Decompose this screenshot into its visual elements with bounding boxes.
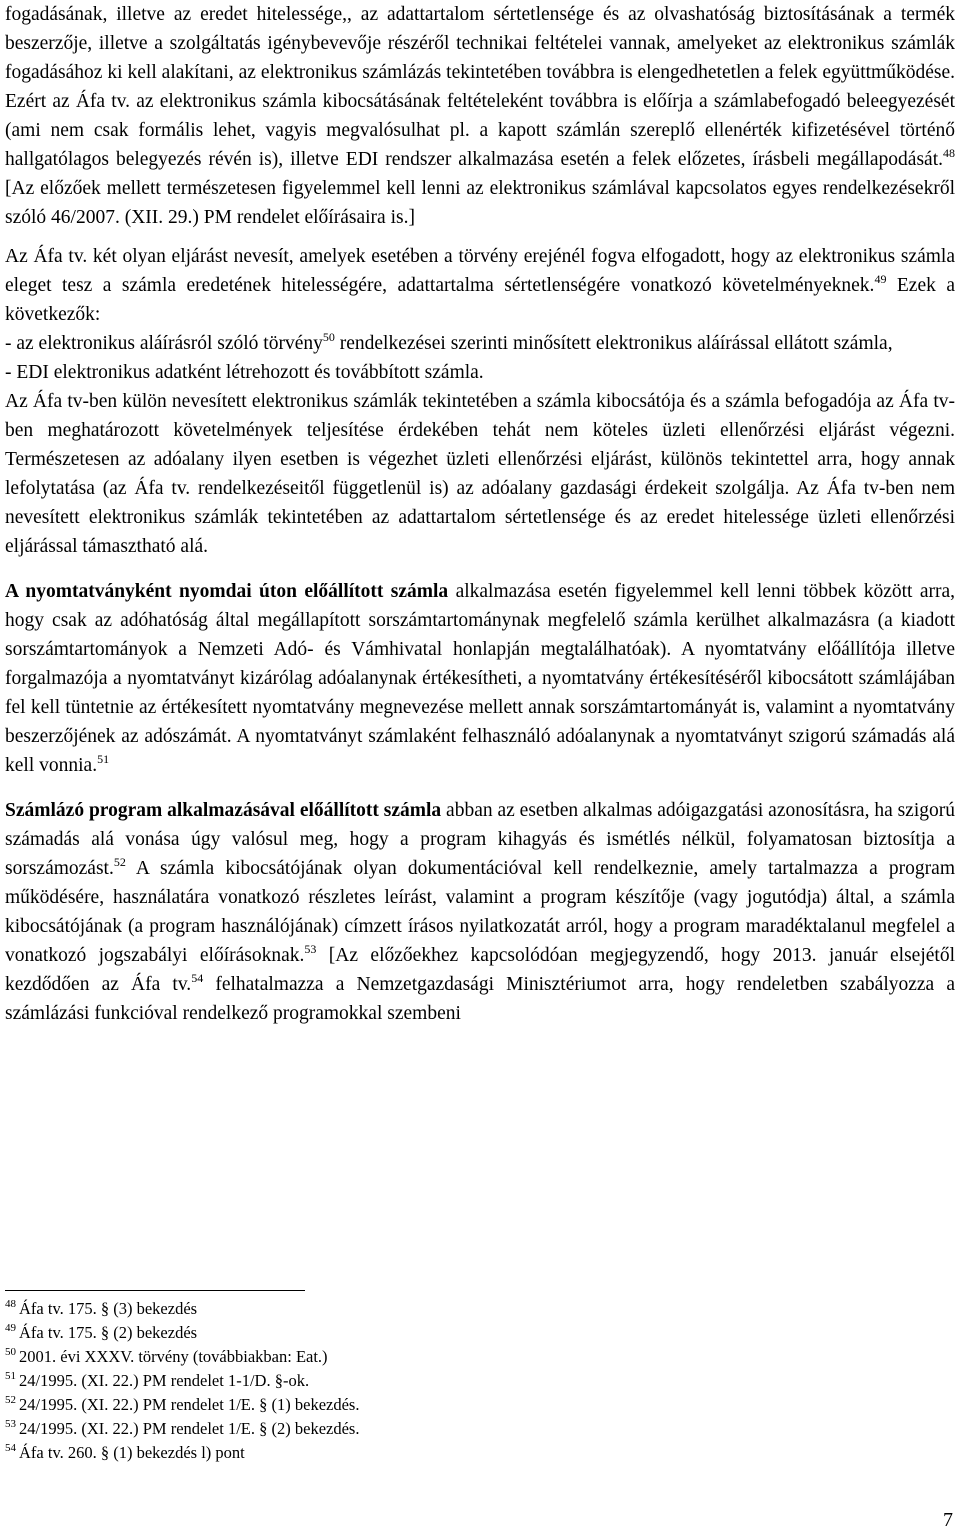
paragraph-printed-invoice: A nyomtatványként nyomdai úton előállított számla alkalmazása esetén figyelemmel kell lenni többek között arra, hogy csak az adóhatóság által megállapított sorszámtartománynak megfelelő számla kerülhet alkalmazásra (a kiadott sorszámtartományok a Nemzeti Adó- és Vámhivatal honlapján megtalálhatóak). A nyomtatvány előállítója illetve forgalmazója a nyomtatványt kizárólag adóalanynak értékesítheti, a nyomtatvány értékesítéséről kibocsátott számlájában fel kell tüntetnie az értékesített nyomtatvány megnevezése mellett annak sorszámtartományát is, valamint a nyomtatvány beszerzőjének az adószámát. A nyomtatványt számlaként felhasználó adóalanynak a nyomtatványt szigorú számadás alá kell vonnia.$^{51}$ xyxy=(5,581,956,776)
heading-software-invoice: Számlázó program alkalmazásával előállított számla xyxy=(5,800,442,821)
footnote-51: $^{51}$ 24/1995. (XI. 22.) PM rendelet 1-1/D. §-ok. xyxy=(5,1370,310,1390)
paragraph-edi-conditions: fogadásának, illetve az eredet hitelessége,, az adattartalom sértetlensége és az olvashatóság biztosításának a termék beszerzője, illetve a szolgáltatás igénybevevője részéről technikai feltételei vannak, amelyeket az elektronikus számlák fogadásához ki kell alakítani, az elektronikus számlázás tekintetében továbbra is elengedhetetlen a felek együttműködése. Ezért az Áfa tv. az elektronikus számla kibocsátásának feltételeként továbbra is előírja a számlabefogadó beleegyezését (ami nem csak formális lehet, vagyis megvalósulhat pl. a kapott számlán szereplő ellenérték kifizetésével történő hallgatólagos belegyezés révén is), illetve EDI rendszer alkalmazása esetén a felek előzetes, írásbeli megállapodását.$^{48}$ [Az előzőek mellett természetesen figyelemmel kell lenni az elektronikus számlával kapcsolatos egyes rendelkezésekről szóló 46/2007. (XII. 29.) PM rendelet előírásaira is.] xyxy=(5,4,955,228)
footnote-52: $^{52}$ 24/1995. (XI. 22.) PM rendelet 1/E. § (1) bekezdés. xyxy=(5,1394,360,1414)
paragraph-business-control: Az Áfa tv-ben külön nevesített elektronikus számlák tekintetében a számla kibocsátója és a számla befogadója az Áfa tv-ben meghatározott követelmények teljesítése érdekében tehát nem köteles üzleti ellenőrzési eljárást végezni. Természetesen az adóalany ilyen esetben is végezhet üzleti ellenőrzési eljárást, különös tekintettel arra, hogy annak lefolytatása (az Áfa tv. rendelkezéseitől függetlenül is) az adóalany gazdasági érdekeit szolgálja. Az Áfa tv-ben nem nevesített elektronikus számlák tekintetében az adattartalom sértetlensége és az eredet hitelessége üzleti ellenőrzési eljárással támasztható alá. xyxy=(5,391,955,557)
footnote-ref-51[interactable]: 51 xyxy=(97,752,110,766)
footnote-50: $^{50}$ 2001. évi XXXV. törvény (továbbiakban: Eat.) xyxy=(5,1346,328,1366)
footnote-ref-48[interactable]: 48 xyxy=(943,146,955,160)
footnote-49: $^{49}$ Áfa tv. 175. § (2) bekezdés xyxy=(5,1322,198,1342)
footnote-53: $^{53}$ 24/1995. (XI. 22.) PM rendelet 1/E. § (2) bekezdés. xyxy=(5,1418,360,1438)
footnote-ref-53[interactable]: 53 xyxy=(304,942,317,956)
paragraph-software-invoice: Számlázó program alkalmazásával előállított számla abban az esetben alkalmas adóigazgatási azonosításra, ha szigorú számadás alá vonása úgy valósul meg, hogy a program kihagyás és ismétlés nélkül, folyamatosan biztosítja a sorszámozást.$^{52}$ A számla kibocsátójának olyan dokumentációval kell rendelkeznie, amely tartalmazza a program működésére, használatára vonatkozó részletes leírást, valamint a program készítője (vagy jogutódja) által, a számla kibocsátójának (a program használójának) címzett írásos nyilatkozatát arról, hogy a program maradéktalanul megfelel a vonatkozó jogszabályi előírásoknak.$^{53}$ [Az előzőekhez kapcsolódóan megjegyzendő, hogy 2013. január elsejétől kezdődően az Áfa tv.$^{54}$ felhatalmazza a Nemzetgazdasági Minisztériumot arra, hogy rendeletben szabályozza a számlázási funkcióval rendelkező programokkal szembeni xyxy=(5,800,955,1024)
paragraph-named-procedures: Az Áfa tv. két olyan eljárást nevesít, amelyek esetében a törvény erejénél fogva elfogadott, hogy az elektronikus számla eleget tesz a számla eredetének hitelességére, adattartalma sértetlenségére vonatkozó követelményeknek.$^{49}$ Ezek a következők: xyxy=(5,246,955,325)
footnote-ref-50[interactable]: 50 xyxy=(322,330,335,344)
footnote-ref-49[interactable]: 49 xyxy=(874,272,887,286)
list-item-edi: - EDI elektronikus adatként létrehozott és továbbított számla. xyxy=(5,362,484,383)
body-text xyxy=(5,0,955,1028)
footnote-48: $^{48}$ Áfa tv. 175. § (3) bekezdés xyxy=(5,1298,198,1318)
heading-printed-invoice: A nyomtatványként nyomdai úton előállított számla xyxy=(5,581,449,602)
footnote-divider xyxy=(5,1290,305,1291)
list-item-electronic-signature: - az elektronikus aláírásról szóló törvény$^{50}$ rendelkezései szerinti minősített elektronikus aláírással ellátott számla, xyxy=(5,330,893,354)
footnotes xyxy=(5,1297,705,1465)
footnote-54: $^{54}$ Áfa tv. 260. § (1) bekezdés l) pont xyxy=(5,1442,245,1462)
page-number: 7 xyxy=(943,1509,953,1531)
footnote-ref-52[interactable]: 52 xyxy=(113,855,126,869)
footnote-ref-54[interactable]: 54 xyxy=(191,971,204,985)
